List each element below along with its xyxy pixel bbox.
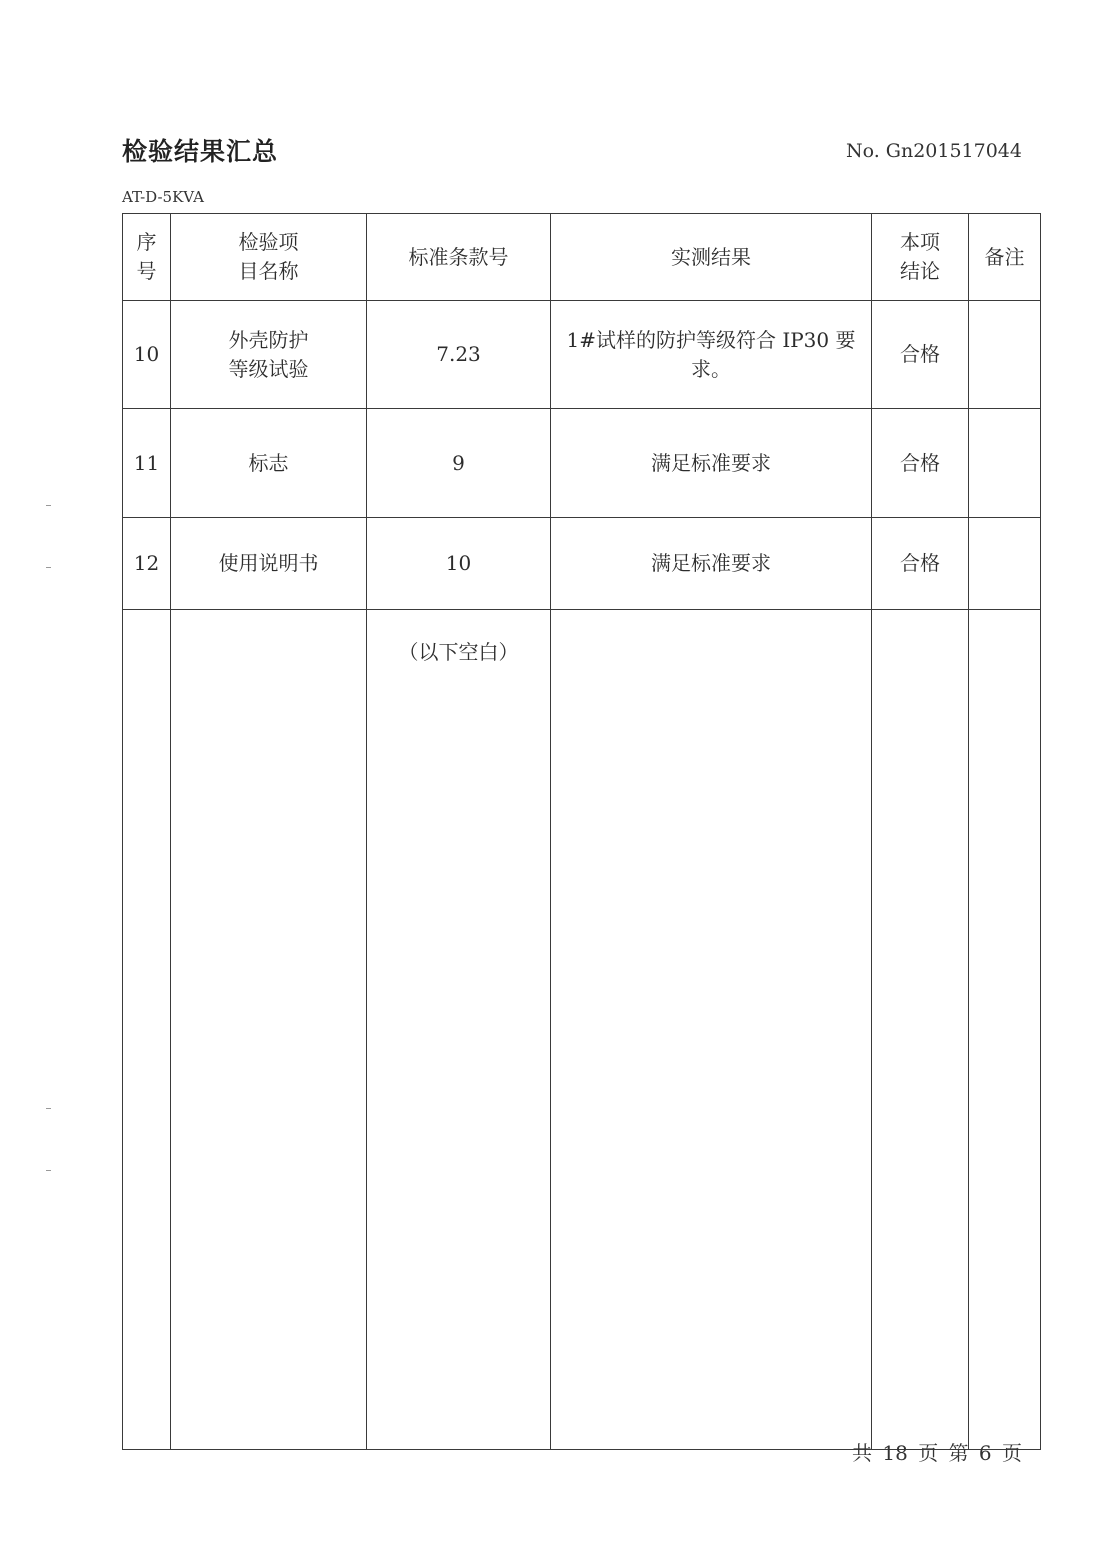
blank-cell (171, 610, 367, 1450)
results-summary-table (122, 213, 1041, 1450)
page-title: 检验结果汇总 (122, 137, 279, 166)
blank-note: （以下空白） (367, 610, 551, 1450)
cell-clause: 9 (367, 409, 551, 518)
page-footer: 共 18 页 第 6 页 (852, 1441, 1022, 1465)
cell-result: 满足标准要求 (551, 409, 872, 518)
model-number: AT-D-5KVA (122, 188, 204, 206)
table-row (123, 409, 1041, 518)
margin-mark (46, 1108, 51, 1109)
cell-conclusion: 合格 (872, 518, 969, 610)
margin-mark (46, 505, 51, 506)
header-seq: 序 号 (123, 214, 171, 301)
cell-conclusion: 合格 (872, 409, 969, 518)
margin-mark (46, 567, 51, 568)
header-item-name: 检验项 目名称 (171, 214, 367, 301)
cell-item-name: 使用说明书 (171, 518, 367, 610)
header-clause: 标准条款号 (367, 214, 551, 301)
blank-row (123, 610, 1041, 1450)
cell-clause: 10 (367, 518, 551, 610)
header-remark: 备注 (969, 214, 1041, 301)
cell-seq: 12 (123, 518, 171, 610)
cell-seq: 10 (123, 301, 171, 409)
report-number: No. Gn201517044 (845, 140, 1022, 162)
table-header-row (123, 214, 1041, 301)
cell-item-name: 标志 (171, 409, 367, 518)
cell-remark (969, 301, 1041, 409)
header-conclusion: 本项 结论 (872, 214, 969, 301)
table-row (123, 518, 1041, 610)
blank-cell (969, 610, 1041, 1450)
cell-clause: 7.23 (367, 301, 551, 409)
blank-cell (872, 610, 969, 1450)
header-result: 实测结果 (551, 214, 872, 301)
cell-conclusion: 合格 (872, 301, 969, 409)
cell-item-name: 外壳防护 等级试验 (171, 301, 367, 409)
cell-result: 1#试样的防护等级符合 IP30 要求。 (551, 301, 872, 409)
margin-mark (46, 1170, 51, 1171)
cell-remark (969, 409, 1041, 518)
cell-remark (969, 518, 1041, 610)
cell-seq: 11 (123, 409, 171, 518)
blank-cell (123, 610, 171, 1450)
blank-cell (551, 610, 872, 1450)
cell-result: 满足标准要求 (551, 518, 872, 610)
table-row (123, 301, 1041, 409)
